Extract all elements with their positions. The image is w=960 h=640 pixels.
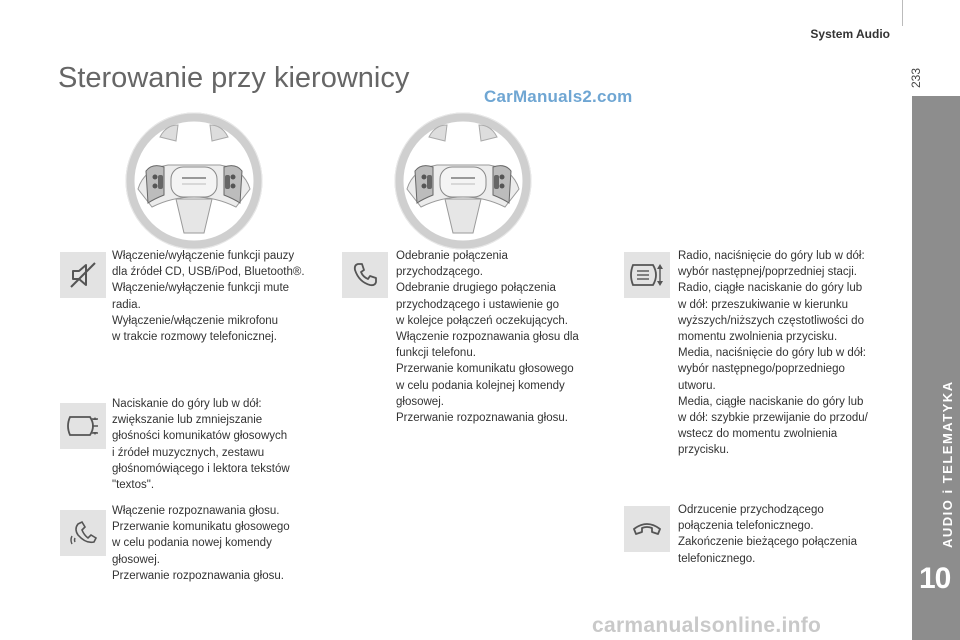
answer-description: Odebranie połączenia przychodzącego. Odebranie drugiego połączenia przychodzącego i ustawienie go w kolejce połączeń oczekujących. Włączenie rozpoznawania głosu dla funkcji telefonu. Przerwanie komunikatu głosowego w celu podania kolejnej komendy głosowej. Przerwanie rozpoznawania głosu. — [396, 250, 579, 425]
chapter-number: 10 — [919, 562, 951, 595]
steering-wheel-right-illustration — [393, 111, 533, 251]
seek-rocker-icon — [629, 259, 665, 291]
seek-icon-box — [624, 252, 670, 298]
hangup-icon-box — [624, 506, 670, 552]
phone-hangup-icon — [632, 519, 662, 539]
mute-icon-box — [60, 252, 106, 298]
page-number-wrap — [905, 60, 925, 90]
watermark-top: CarManuals2.com — [484, 87, 633, 106]
mute-description: Włączenie/wyłączenie funkcji pauzy dla źródeł CD, USB/iPod, Bluetooth®. Włączenie/wyłączenie funkcji mute radia. Wyłączenie/włączenie mikrofonu w trakcie rozmowy telefonicznej. — [112, 250, 305, 344]
watermark-bottom: carmanualsonline.info — [592, 614, 822, 637]
header-divider — [902, 0, 903, 26]
volume-description: Naciskanie do góry lub w dół: zwiększanie lub zmniejszanie głośności komunikatów głosowych i źródeł muzycznych, zestawu głośnomówiącego i lektora tekstów "textos". — [112, 398, 290, 492]
volume-rocker-icon — [66, 411, 100, 441]
chapter-side-tab — [912, 96, 960, 640]
voice-command-icon — [68, 518, 98, 548]
header-title: System Audio — [810, 27, 890, 41]
mute-speaker-icon — [68, 260, 98, 290]
hangup-description: Odrzucenie przychodzącego połączenia telefonicznego. Zakończenie bieżącego połączenia telefonicznego. — [678, 504, 858, 565]
page-title: Sterowanie przy kierownicy — [58, 62, 410, 94]
voice-icon-box — [60, 510, 106, 556]
seek-description: Radio, naciśnięcie do góry lub w dół: wybór następnej/poprzedniej stacji. Radio, ciągłe naciskanie do góry lub w dół: przeszukiwanie w kierunku wyższych/niższych częstotliwości do momentu zwolnienia przycisku. Media, naciśnięcie do góry lub w dół: wybór następnego/poprzedniego utworu. Media, ciągłe naciskanie do góry lub w dół: szybkie przewijanie do przodu/ wstecz do momentu zwolnienia przycisku. — [678, 250, 868, 457]
volume-icon-box — [60, 403, 106, 449]
voice-description: Włączenie rozpoznawania głosu. Przerwanie komunikatu głosowego w celu podania nowej komendy głosowej. Przerwanie rozpoznawania głosu. — [112, 505, 290, 582]
steering-wheel-left-illustration — [124, 111, 264, 251]
phone-answer-icon — [351, 261, 379, 289]
page-number: 233 — [909, 67, 923, 88]
answer-icon-box — [342, 252, 388, 298]
section-label: AUDIO i TELEMATYKA — [940, 380, 955, 548]
